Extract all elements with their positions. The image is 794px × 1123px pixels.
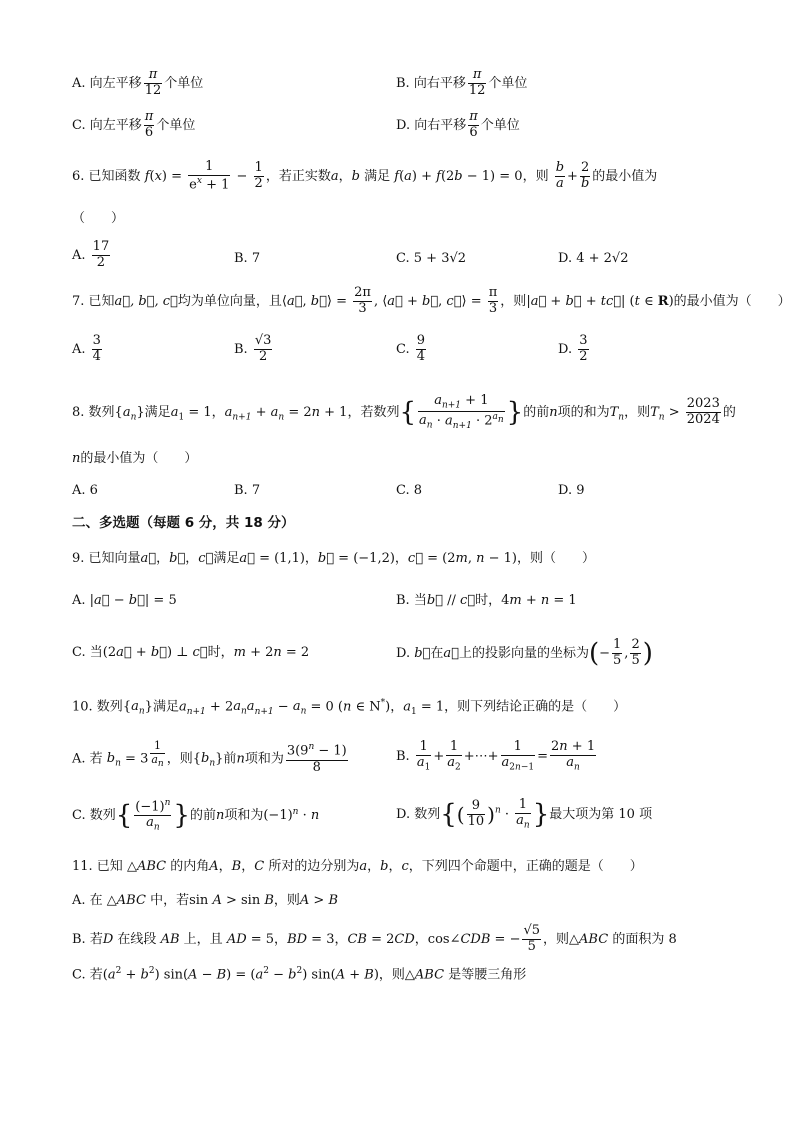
q9-option-c: C. 当(2a⃗ + b⃗) ⊥ c⃗时，m + 2n = 2 xyxy=(72,645,310,660)
option-tail: 个单位 xyxy=(156,117,196,133)
question-text: 9. 已知向量 xyxy=(72,551,141,566)
formula: a⃗, b⃗, c⃗ xyxy=(114,293,178,309)
denominator: 12 xyxy=(144,82,162,98)
fraction: $\frac{1}{2}$ xyxy=(254,160,263,192)
question-text: 满足 xyxy=(364,169,391,185)
option-tail: 个单位 xyxy=(164,75,204,91)
question-text: 的最小值为（ ） xyxy=(80,451,198,466)
fraction: $\frac{√5}{5}$ xyxy=(523,923,541,954)
option-label: B. 若 xyxy=(72,931,103,947)
option-label: B. xyxy=(234,341,248,357)
denominator: 4 xyxy=(92,348,101,364)
option-tail: 个单位 xyxy=(488,75,528,91)
q9-option-b: B. 当b⃗ // c⃗时，4m + n = 1 xyxy=(396,593,577,608)
q8-option-d: D. 9 xyxy=(558,483,585,498)
q5-option-a xyxy=(72,68,203,99)
option-text: 是等腰三角形 xyxy=(448,967,527,983)
question-text: 项的和为 xyxy=(557,405,610,421)
option-label: C. xyxy=(396,251,410,266)
fraction xyxy=(144,68,163,99)
option-label: C. 当 xyxy=(72,645,103,660)
option-label: D. xyxy=(558,341,573,357)
q6-option-d xyxy=(558,252,629,267)
numerator: π xyxy=(144,68,163,84)
fraction xyxy=(468,68,487,99)
option-text: 时， xyxy=(475,593,502,608)
option-text: 项和为 xyxy=(224,808,264,824)
option-text: 向右平移 xyxy=(414,117,467,133)
fraction: $\frac{1}{a_{2n-1}}$ xyxy=(501,739,535,773)
question-text: ，下列四个命题中，正确的题是（ ） xyxy=(408,859,643,874)
option-text: 的面积为 8 xyxy=(612,931,677,947)
question-text: 的内角 xyxy=(170,859,210,874)
fraction: $\frac{1}{a_1}$ xyxy=(416,739,431,773)
option-label: D. xyxy=(558,251,573,266)
q9-stem: 9. 已知向量a⃗，b⃗，c⃗满足a⃗ = (1,1)，b⃗ = (−1,2)，c⃗ = (2m, n − 1)，则（ ） xyxy=(72,551,595,566)
q8-option-a: A. 6 xyxy=(72,483,98,498)
denominator: 2 xyxy=(579,348,588,364)
q11-option-a: A. 在 △ABC 中，若sin A > sin B，则A > B xyxy=(72,893,339,908)
option-text: 上，且 xyxy=(183,931,223,947)
question-text: 的最小值为 xyxy=(592,169,658,185)
option-label: C. 若 xyxy=(72,967,103,983)
q7-option-a xyxy=(72,334,104,365)
fraction xyxy=(92,334,102,365)
q8-option-b: B. 7 xyxy=(234,483,261,498)
question-text: 满足 xyxy=(213,551,240,566)
question-text: ，若正实数 xyxy=(265,169,331,185)
option-text: 向右平移 xyxy=(413,75,466,91)
option-text: 5 + 3√2 xyxy=(413,251,467,266)
option-label: A. xyxy=(72,593,86,608)
formula: f xyxy=(144,169,150,185)
option-label: C. xyxy=(72,117,86,133)
q10-option-d: D. 数列{( $\frac{9}{10}$ )$^n$ · $\frac{1}{a_n}$ }最大项为第 10 项 xyxy=(396,797,653,831)
question-text: 均为单位向量，且 xyxy=(177,293,282,309)
q6-paren: （ ） xyxy=(72,211,125,226)
option-text: 4 + 2√2 xyxy=(576,251,629,266)
q7-option-b xyxy=(234,334,274,365)
question-text: 11. 已知 xyxy=(72,859,123,874)
numerator: π xyxy=(469,109,478,124)
fraction xyxy=(144,110,155,141)
option-text: 中，若 xyxy=(150,893,190,908)
fraction: $\frac{3(9^n - 1)}{8}$ xyxy=(286,742,347,775)
q5-option-b xyxy=(396,68,527,99)
q10-stem: 10. 数列$\{a_n\}$满足$a_{n+1} + 2a_na_{n+1} - a_n = 0$ (n ∈ N*)，$a_1 = 1$，则下列结论正确的是（ ） xyxy=(72,698,627,717)
q6-option-a xyxy=(72,240,112,271)
option-label: C. 数列 xyxy=(72,808,116,824)
option-text: 上的投影向量的坐标为 xyxy=(458,645,589,661)
option-text: 时， xyxy=(207,645,234,660)
option-label: C. xyxy=(396,341,410,357)
section-heading: 二、多选题（每题 6 分，共 18 分） xyxy=(72,515,295,531)
question-text: ，若数列 xyxy=(347,405,400,421)
question-text: 6. 已知函数 xyxy=(72,169,141,185)
q8-option-c: C. 8 xyxy=(396,483,423,498)
option-text: ，则 xyxy=(378,967,405,983)
option-text: ，则 xyxy=(273,893,300,908)
option-label: A. 若 xyxy=(72,751,103,767)
q11-option-b: B. 若D 在线段 AB 上，且 AD = 5，BD = 3，CB = 2CD，cos∠CDB = − $\frac{√5}{5}$ ，则△ABC 的面积为 8 xyxy=(72,923,677,954)
fraction: $\frac{1}{a_2}$ xyxy=(447,739,461,773)
question-text: ，则 xyxy=(500,293,527,309)
q7-stem: 7. 已知a⃗, b⃗, c⃗均为单位向量，且⟨a⃗, b⃗⟩ = $\frac{2\pi}{3}$ , ⟨a⃗ + b⃗, c⃗⟩ = $\frac{\pi}{3}$ ，则|a⃗ + b⃗ + tc⃗| (t ∈ R)的最小值为（ ） xyxy=(72,285,791,316)
q11-stem: 11. 已知 △ABC 的内角A，B，C 所对的边分别为a，b，c，下列四个命题中，正确的题是（ ） xyxy=(72,859,643,874)
question-text: 的最小值为（ ） xyxy=(673,293,791,309)
denominator: 4 xyxy=(416,348,426,364)
option-label: A. xyxy=(72,341,86,357)
fraction: $\frac{2n + 1}{a_n}$ xyxy=(551,739,596,773)
fraction xyxy=(578,334,588,365)
option-text: 在 xyxy=(430,645,444,661)
option-label: D. 数列 xyxy=(396,806,441,822)
option-text: ，则 xyxy=(166,751,193,767)
question-text: 所对的边分别为 xyxy=(268,859,360,874)
numerator: 3 xyxy=(92,333,101,348)
option-text: 最大项为第 10 项 xyxy=(549,806,653,822)
q5-option-c xyxy=(72,110,195,141)
option-label: B. xyxy=(396,75,410,91)
q6-option-c xyxy=(396,252,466,267)
question-text: ，则 xyxy=(624,405,651,421)
numerator: √3 xyxy=(254,333,272,348)
question-text: ，则 xyxy=(522,169,549,185)
question-text: 的 xyxy=(722,405,736,421)
fraction: $\frac{1}{e^x + 1}$ xyxy=(189,159,230,193)
fraction xyxy=(92,240,111,271)
fraction: $\frac{a_{n+1} + 1}{a_n \cdot a_{n+1} \cdot 2^{a_n}}$ xyxy=(419,393,504,431)
question-text: 10. 数列 xyxy=(72,699,123,715)
fraction xyxy=(254,334,273,365)
question-text: 满足 xyxy=(144,405,171,421)
option-tail: 个单位 xyxy=(480,117,520,133)
option-label: D. xyxy=(396,645,411,661)
q10-option-a: A. 若 $b_n = 3$ $^{\frac{1}{a_n}}$ ，则$\{b_n\}$前n项和为 $\frac{3(9^n - 1)}{8}$ xyxy=(72,739,347,775)
q8-stem: 8. 数列$\{a_n\}$满足$a_1 = 1$，$a_{n+1} + a_n = 2n + 1$，若数列{ $\frac{a_{n+1} + 1}{a_n \cdot a_{n+1} \cdot 2^{a_n}}$ }的前n项的和为$T_n$，则$T_n$ > $\frac{2023}{2024}$ 的 xyxy=(72,393,736,431)
option-label: B. xyxy=(396,748,410,764)
denominator: 2 xyxy=(258,348,268,364)
option-text: 向左平移 xyxy=(89,75,142,91)
q11-option-c: C. 若$(a^2 + b^2) \sin(A - B) = (a^2 - b^2) \sin(A + B)$，则△ABC 是等腰三角形 xyxy=(72,966,527,983)
fraction: $\frac{1}{a_n}$ xyxy=(516,797,530,831)
denominator: 6 xyxy=(144,124,154,140)
option-label: B. 当 xyxy=(396,593,427,608)
option-text: 项和为 xyxy=(244,751,284,767)
fraction: $\frac{2}{b}$ xyxy=(580,160,590,192)
q6-stem: 6. 已知函数 f(x) = $\frac{1}{e^x + 1}$ − $\frac{1}{2}$ ，若正实数a，b 满足 f(a) + f(2b − 1) = 0，则 $\frac{b}{a}$ + $\frac{2}{b}$ 的最小值为 xyxy=(72,159,658,193)
question-text: 8. 数列 xyxy=(72,405,115,421)
fraction: $\frac{\pi}{3}$ xyxy=(488,285,498,316)
q10-option-c: C. 数列{ $\frac{(-1)^n}{a_n}$ }的前n项和为$(-1)^n \cdot n$ xyxy=(72,798,320,833)
option-text: 向左平移 xyxy=(89,117,142,133)
option-label: A. 在 xyxy=(72,893,103,908)
fraction xyxy=(468,110,479,141)
fraction: $\frac{2}{5}$ xyxy=(631,637,640,668)
fraction: $\frac{9}{10}$ xyxy=(467,798,485,829)
numerator: 3 xyxy=(579,333,588,348)
option-text: 的前 xyxy=(189,808,216,824)
question-text: 7. 已知 xyxy=(72,293,115,309)
option-label: A. xyxy=(72,247,86,263)
question-text: ，则下列结论正确的是（ ） xyxy=(444,699,627,715)
q9-option-d: D. b⃗在a⃗上的投影向量的坐标为(− $\frac{1}{5}$ , $\frac{2}{5}$ ) xyxy=(396,637,653,669)
q6-option-b: B. 7 xyxy=(234,251,261,266)
fraction xyxy=(416,334,426,365)
q5-option-d xyxy=(396,110,520,141)
question-text: ，则（ ） xyxy=(516,551,595,566)
q8-line2: n的最小值为（ ） xyxy=(72,451,198,466)
denominator: 6 xyxy=(469,124,478,140)
fraction: $\frac{b}{a}$ xyxy=(555,160,565,192)
denominator: 2 xyxy=(96,254,106,270)
numerator: 17 xyxy=(92,239,110,254)
option-text: ，则 xyxy=(543,931,570,947)
question-text: 满足 xyxy=(152,699,179,715)
option-label: A. xyxy=(72,75,86,91)
option-text: 前 xyxy=(223,751,237,767)
question-text: 的前 xyxy=(523,405,550,421)
option-label: D. xyxy=(396,117,411,133)
fraction: $\frac{(-1)^n}{a_n}$ xyxy=(135,798,171,833)
option-text: 在线段 xyxy=(117,931,157,947)
q7-option-c xyxy=(396,334,428,365)
numerator: 9 xyxy=(416,333,426,348)
fraction: $\frac{1}{5}$ xyxy=(613,637,622,668)
fraction: $\frac{2023}{2024}$ xyxy=(686,396,720,428)
q10-option-b: B. $\frac{1}{a_1}$ + $\frac{1}{a_2}$ +⋯+ $\frac{1}{a_{2n-1}}$ = $\frac{2n + 1}{a_n}$ xyxy=(396,739,596,773)
q7-option-d xyxy=(558,334,591,365)
q9-option-a: A. |a⃗ − b⃗| = 5 xyxy=(72,593,177,608)
numerator: π xyxy=(468,68,487,84)
denominator: 12 xyxy=(468,82,486,98)
numerator: π xyxy=(144,109,154,124)
fraction: $\frac{2\pi}{3}$ xyxy=(354,285,371,316)
